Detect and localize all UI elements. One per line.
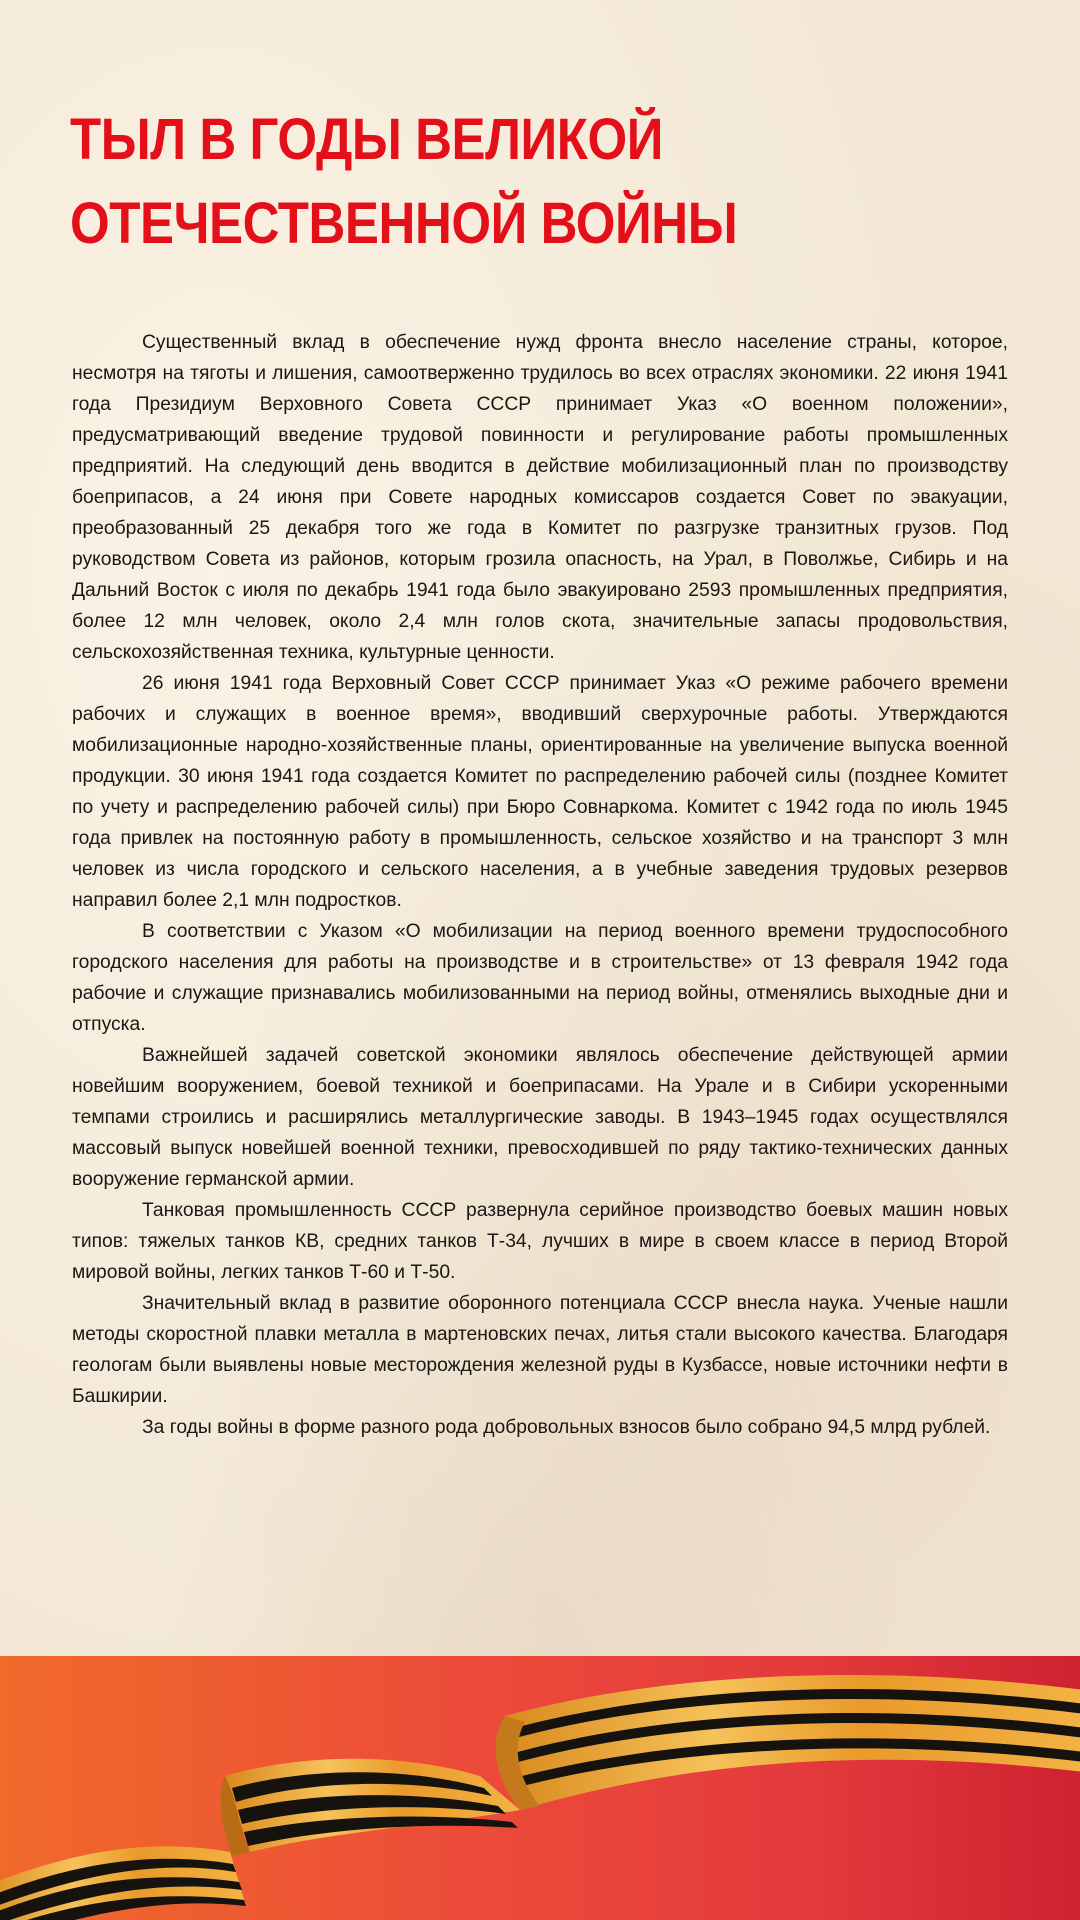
paragraph-6: Значительный вклад в развитие оборонного потенциала СССР внесла наука. Ученые нашли методы скоростной плавки металла в мартеновских печах, литья стали высокого качества. Благодаря геологам были выявлены новые месторождения железной руды в Кузбассе, новые источники нефти в Башкирии. [72, 1293, 1008, 1407]
paragraph-4: Важнейшей задачей советской экономики являлось обеспечение действующей армии новейшим вооружением, боевой техникой и боеприпасами. На Урале и в Сибири ускоренными темпами строились и расширялись металлургические заводы. В 1943–1945 годах осуществлялся массовый выпуск новейшей военной техники, превосходившей по ряду тактико-технических данных вооружение германской армии. [72, 1045, 1008, 1190]
title-line-2: ОТЕЧЕСТВЕННОЙ ВОЙНЫ [70, 191, 738, 256]
paragraph-1: Существенный вклад в обеспечение нужд фронта внесло население страны, которое, несмотря на тяготы и лишения, самоотверженно трудилось во всех отраслях экономики. 22 июня 1941 года Президиум Верховного Совета СССР принимает Указ «О военном положении», предусматривающий введение трудовой повинности и регулирование работы промышленных предприятий. На следующий день вводится в действие мобилизационный план по производству боеприпасов, а 24 июня при Совете народных комиссаров создается Совет по эвакуации, преобразованный 25 декабря того же года в Комитет по разгрузке транзитных грузов. Под руководством Совета из районов, которым грозила опасность, на Урал, в Поволжье, Сибирь и на Дальний Восток с июля по декабрь 1941 года было эвакуировано 2593 промышленных предприятия, более 12 млн человек, около 2,4 млн голов скота, значительные запасы продовольствия, сельскохозяйственная техника, культурные ценности. [72, 332, 1008, 663]
st-george-ribbon-icon [0, 1656, 1080, 1920]
title-line-1: ТЫЛ В ГОДЫ ВЕЛИКОЙ [70, 107, 663, 172]
ribbon-lower [0, 1846, 246, 1920]
paragraph-2: 26 июня 1941 года Верховный Совет СССР принимает Указ «О режиме рабочего времени рабочих и служащих в военное время», вводивший сверхурочные работы. Утверждаются мобилизационные народно-хозяйственные планы, ориентированные на увеличение выпуска военной продукции. 30 июня 1941 года создается Комитет по распределению рабочей силы (позднее Комитет по учету и распределению рабочей силы) при Бюро Совнаркома. Комитет с 1942 года по июль 1945 года привлек на постоянную работу в промышленность, сельское хозяйство и на транспорт 3 млн человек из числа городского и сельского населения, а в учебные заведения трудовых резервов направил более 2,1 млн подростков. [72, 673, 1008, 911]
article-body [72, 327, 1008, 1443]
paragraph-7: За годы войны в форме разного рода добровольных взносов было собрано 94,5 млрд рублей. [142, 1417, 991, 1438]
paragraph-3: В соответствии с Указом «О мобилизации на период военного времени трудоспособного городского населения для работы на производстве и в строительстве» от 13 февраля 1942 года рабочие и служащие признавались мобилизованными на период войны, отменялись выходные дни и отпуска. [72, 921, 1008, 1035]
ribbon-upper [496, 1675, 1080, 1810]
ribbon-twist [221, 1759, 520, 1856]
footer-band [0, 1656, 1080, 1920]
paragraph-5: Танковая промышленность СССР развернула серийное производство боевых машин новых типов: тяжелых танков КВ, средних танков Т-34, лучших в мире в своем классе в период Второй мировой войны, легких танков Т-60 и Т-50. [72, 1200, 1008, 1283]
page-title [70, 98, 880, 266]
